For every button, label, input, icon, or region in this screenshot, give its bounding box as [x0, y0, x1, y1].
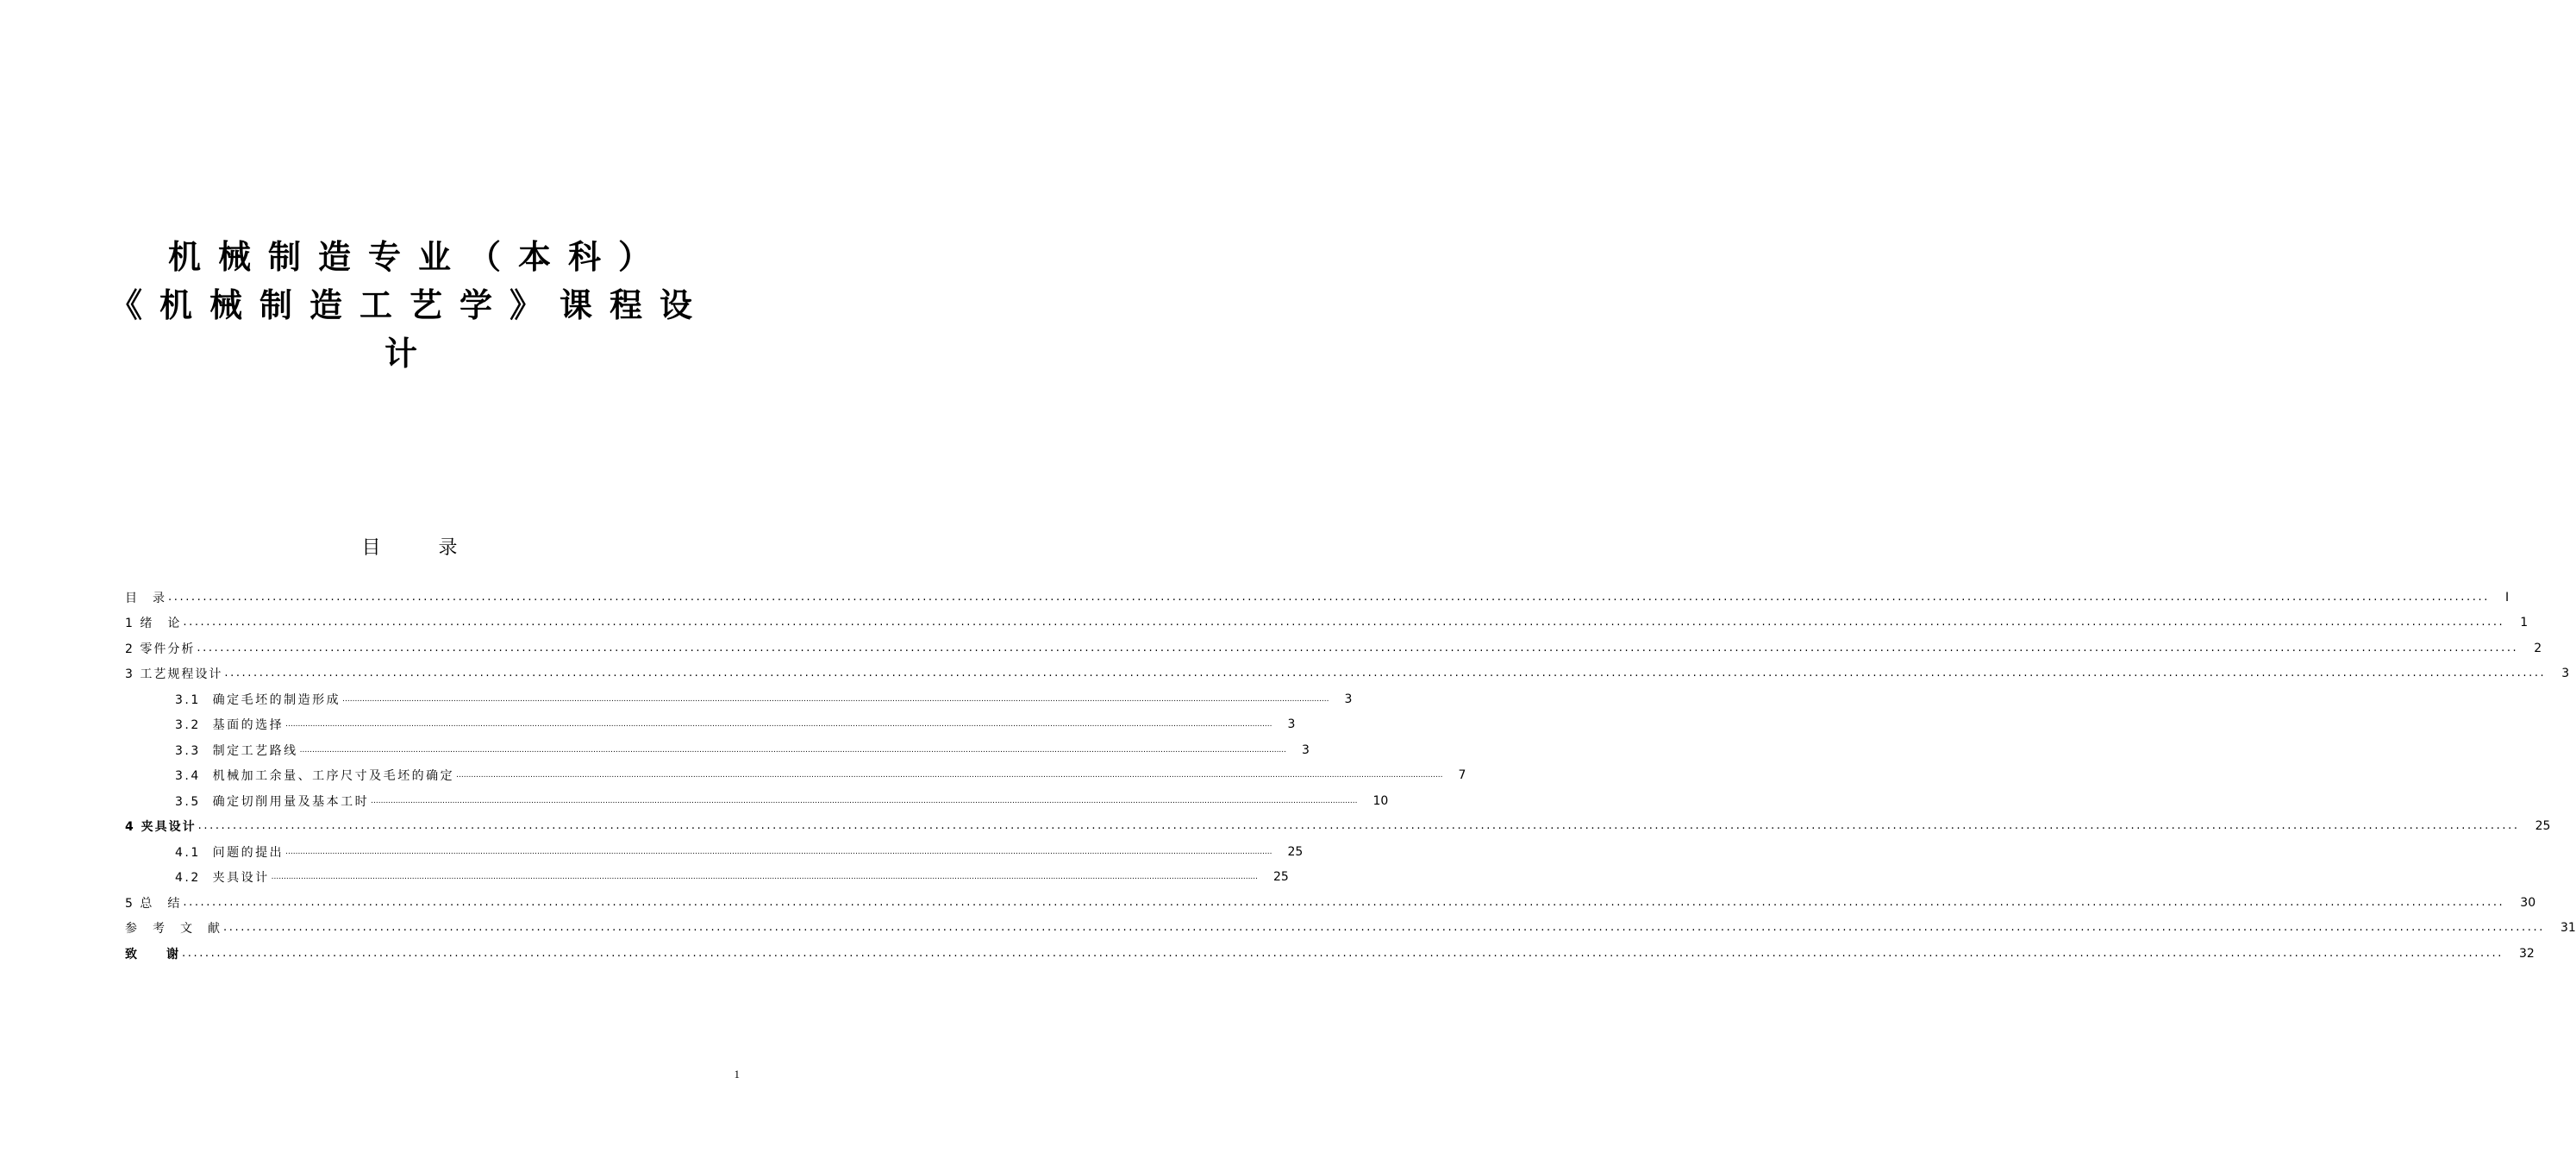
toc-entry-label: 3.1 确定毛坯的制造形成 — [175, 691, 342, 708]
toc-entry[interactable] — [125, 916, 2576, 942]
toc-entry[interactable] — [125, 661, 2570, 687]
toc-entry[interactable] — [125, 814, 2551, 840]
toc-entry-page: 25 — [1273, 870, 1289, 885]
document-title — [0, 233, 819, 378]
toc-entry-label: 致 谢 — [125, 945, 182, 962]
toc-dot-leader: ................................................................................................................................................................................................................................................................................................................................................................................................................ — [183, 616, 2505, 630]
toc-entry[interactable] — [125, 737, 1310, 763]
toc-entry-label: 2 零件分析 — [125, 640, 197, 657]
toc-entry-page: 31 — [2560, 921, 2576, 936]
toc-entry-label: 目 录 — [125, 589, 168, 606]
toc-entry-page: 1 — [2520, 616, 2529, 630]
toc-dot-leader: ................................................................................................................................................................................................................................................................................................................................................................................................................ — [168, 590, 2490, 604]
toc-dot-leader: ................................................................................................................................................................................................................................................................................................................................................................................................................ — [197, 819, 2520, 833]
toc-dot-leader: ................................................................................................................................................................................................................................................................................................................................................................................................................ — [224, 667, 2547, 680]
toc-entry-label: 5 总 结 — [125, 894, 183, 912]
toc-dot-leader: ................................................................................................................................................................................................................................................................................................................................................................................................................ — [299, 745, 1287, 755]
toc-entry-page: 3 — [2561, 667, 2570, 681]
toc-entry-label: 3.4 机械加工余量、工序尺寸及毛坯的确定 — [175, 767, 456, 784]
toc-entry[interactable] — [125, 585, 2510, 611]
toc-entry-label: 3.2 基面的选择 — [175, 716, 285, 733]
toc-entry[interactable] — [125, 611, 2529, 636]
toc-entry-label: 4 夹具设计 — [125, 818, 198, 835]
toc-dot-leader: ................................................................................................................................................................................................................................................................................................................................................................................................................ — [271, 873, 1259, 882]
toc-dot-leader: ................................................................................................................................................................................................................................................................................................................................................................................................................ — [371, 796, 1358, 805]
title-line-2: 《机械制造工艺学》课程设 — [109, 286, 710, 324]
page-number: 1 — [734, 1068, 740, 1081]
toc-dot-leader: ................................................................................................................................................................................................................................................................................................................................................................................................................ — [285, 847, 1272, 856]
toc-entry-page: 25 — [1287, 844, 1304, 859]
toc-entry[interactable] — [125, 636, 2542, 661]
table-of-contents — [125, 585, 2576, 967]
toc-entry[interactable] — [125, 839, 1304, 865]
toc-entry-page: 3 — [1302, 742, 1310, 757]
toc-entry[interactable] — [125, 890, 2536, 916]
toc-entry-label: 4.1 问题的提出 — [175, 843, 285, 861]
toc-entry[interactable] — [125, 941, 2535, 967]
toc-entry-page: 10 — [1372, 793, 1389, 808]
toc-entry[interactable] — [125, 788, 1389, 814]
toc-entry-page: 2 — [2534, 641, 2542, 655]
toc-entry[interactable] — [125, 686, 1353, 712]
toc-dot-leader: ................................................................................................................................................................................................................................................................................................................................................................................................................ — [456, 771, 1443, 780]
toc-entry-label: 3 工艺规程设计 — [125, 665, 224, 682]
title-line-3: 计 — [384, 335, 435, 373]
toc-entry-page: 32 — [2518, 946, 2535, 961]
toc-dot-leader: ................................................................................................................................................................................................................................................................................................................................................................................................................ — [342, 694, 1329, 704]
toc-entry-label: 参 考 文 献 — [125, 919, 223, 937]
toc-dot-leader: ................................................................................................................................................................................................................................................................................................................................................................................................................ — [183, 895, 2505, 909]
toc-dot-leader: ................................................................................................................................................................................................................................................................................................................................................................................................................ — [182, 946, 2504, 960]
toc-entry-page: 3 — [1287, 717, 1296, 732]
toc-entry-label: 4.2 夹具设计 — [175, 868, 272, 886]
toc-entry[interactable] — [125, 712, 1296, 738]
toc-entry-page: 25 — [2535, 819, 2551, 834]
toc-entry-page: 30 — [2520, 895, 2536, 910]
toc-heading: 目 录 — [361, 537, 484, 559]
toc-entry[interactable] — [125, 865, 1289, 891]
toc-entry-label: 1 绪 论 — [125, 614, 183, 631]
toc-entry-page: I — [2504, 590, 2510, 605]
toc-dot-leader: ................................................................................................................................................................................................................................................................................................................................................................................................................ — [285, 720, 1272, 730]
toc-entry-page: 7 — [1458, 768, 1466, 783]
toc-entry-label: 3.3 制定工艺路线 — [175, 742, 300, 759]
toc-entry-page: 3 — [1344, 692, 1353, 706]
toc-entry[interactable] — [125, 763, 1466, 789]
toc-dot-leader: ................................................................................................................................................................................................................................................................................................................................................................................................................ — [223, 921, 2545, 935]
toc-entry-label: 3.5 确定切削用量及基本工时 — [175, 793, 371, 810]
title-line-1: 机械制造专业（本科） — [167, 238, 668, 276]
toc-dot-leader: ................................................................................................................................................................................................................................................................................................................................................................................................................ — [197, 641, 2519, 655]
